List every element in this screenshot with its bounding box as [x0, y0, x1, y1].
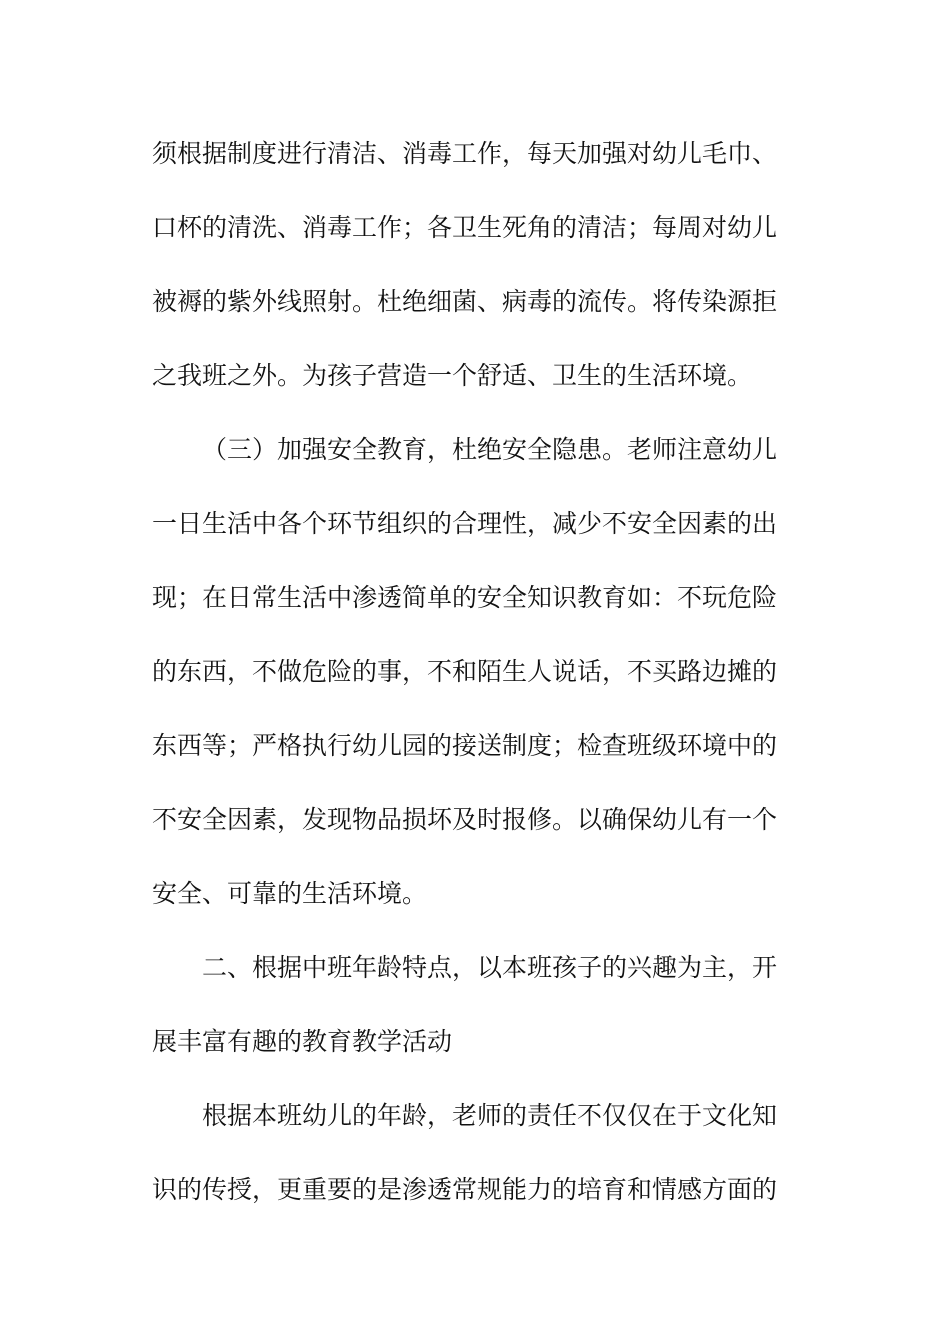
- text-line: 之我班之外。为孩子营造一个舒适、卫生的生活环境。: [152, 361, 753, 390]
- section-heading-line: 二、根据中班年龄特点，以本班孩子的兴趣为主，开: [202, 953, 778, 982]
- text-line: 识的传授，更重要的是渗透常规能力的培育和情感方面的: [152, 1175, 778, 1204]
- text-line: 口杯的清洗、消毒工作；各卫生死角的清洁；每周对幼儿: [152, 213, 778, 242]
- text-line: 的东西，不做危险的事，不和陌生人说话，不买路边摊的: [152, 657, 778, 686]
- text-line: 不安全因素，发现物品损坏及时报修。以确保幼儿有一个: [152, 805, 778, 834]
- text-line: 被褥的紫外线照射。杜绝细菌、病毒的流传。将传染源拒: [152, 287, 778, 316]
- section-heading-line: 展丰富有趣的教育教学活动: [152, 1027, 453, 1056]
- paragraph-start-line: （三）加强安全教育，杜绝安全隐患。老师注意幼儿: [202, 435, 778, 464]
- text-line: 东西等；严格执行幼儿园的接送制度；检查班级环境中的: [152, 731, 778, 760]
- text-line: 现；在日常生活中渗透简单的安全知识教育如：不玩危险: [152, 583, 778, 612]
- text-line: 须根据制度进行清洁、消毒工作，每天加强对幼儿毛巾、: [152, 139, 778, 168]
- text-line: 安全、可靠的生活环境。: [152, 879, 428, 908]
- paragraph-start-line: 根据本班幼儿的年龄，老师的责任不仅仅在于文化知: [202, 1101, 778, 1130]
- text-line: 一日生活中各个环节组织的合理性，减少不安全因素的出: [152, 509, 778, 538]
